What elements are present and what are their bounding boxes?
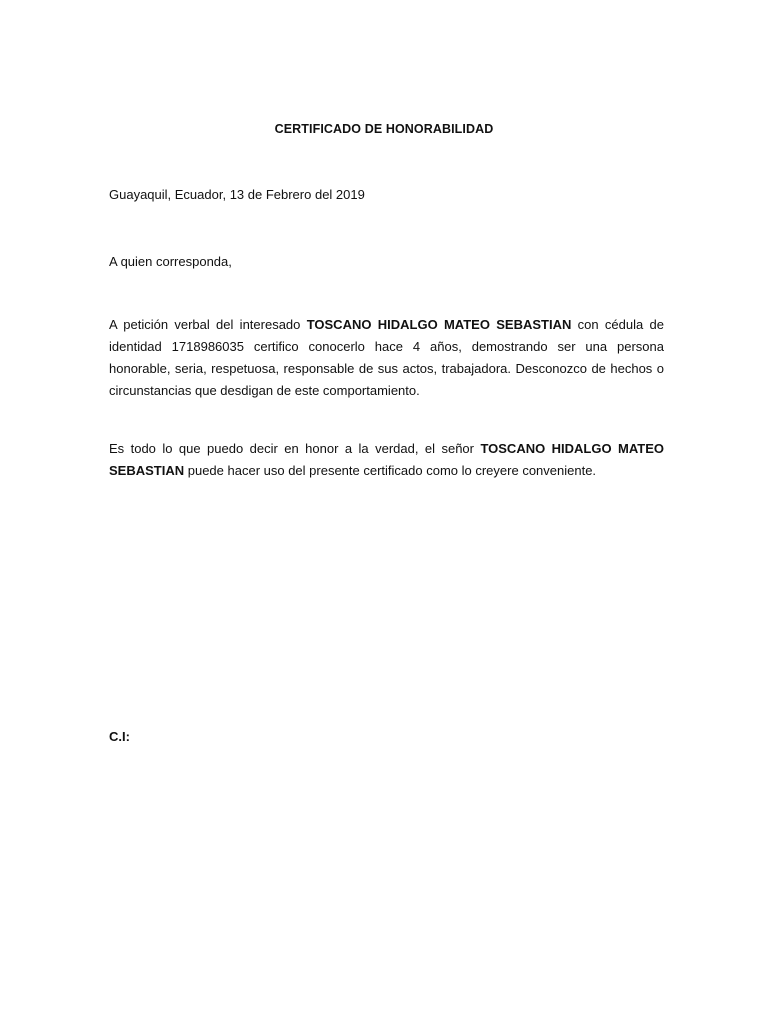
paragraph-intro: Es todo lo que puedo decir en honor a la verdad, el señor	[109, 441, 481, 456]
document-title: CERTIFICADO DE HONORABILIDAD	[274, 122, 494, 136]
ci-label: C.I:	[109, 729, 130, 744]
paragraph-closing	[109, 438, 664, 482]
date-line: Guayaquil, Ecuador, 13 de Febrero del 2019	[109, 187, 365, 202]
interested-party-name: TOSCANO HIDALGO MATEO SEBASTIAN	[306, 317, 572, 332]
paragraph-body: puede hacer uso del presente certificado como lo creyere conveniente.	[184, 463, 597, 478]
salutation: A quien corresponda,	[109, 254, 232, 269]
interested-party-name: TOSCANO HIDALGO MATEO SEBASTIAN	[109, 441, 665, 478]
paragraph-intro: A petición verbal del interesado	[109, 317, 307, 332]
paragraph-certification	[109, 314, 664, 402]
paragraph-body: con cédula de identidad 1718986035 certifico conocerlo hace 4 años, demostrando ser una persona honorable, seria, respetuosa, responsable de sus actos, trabajadora. Desconozco de hechos o circunstancias que desdigan de este comportamiento.	[109, 317, 664, 398]
